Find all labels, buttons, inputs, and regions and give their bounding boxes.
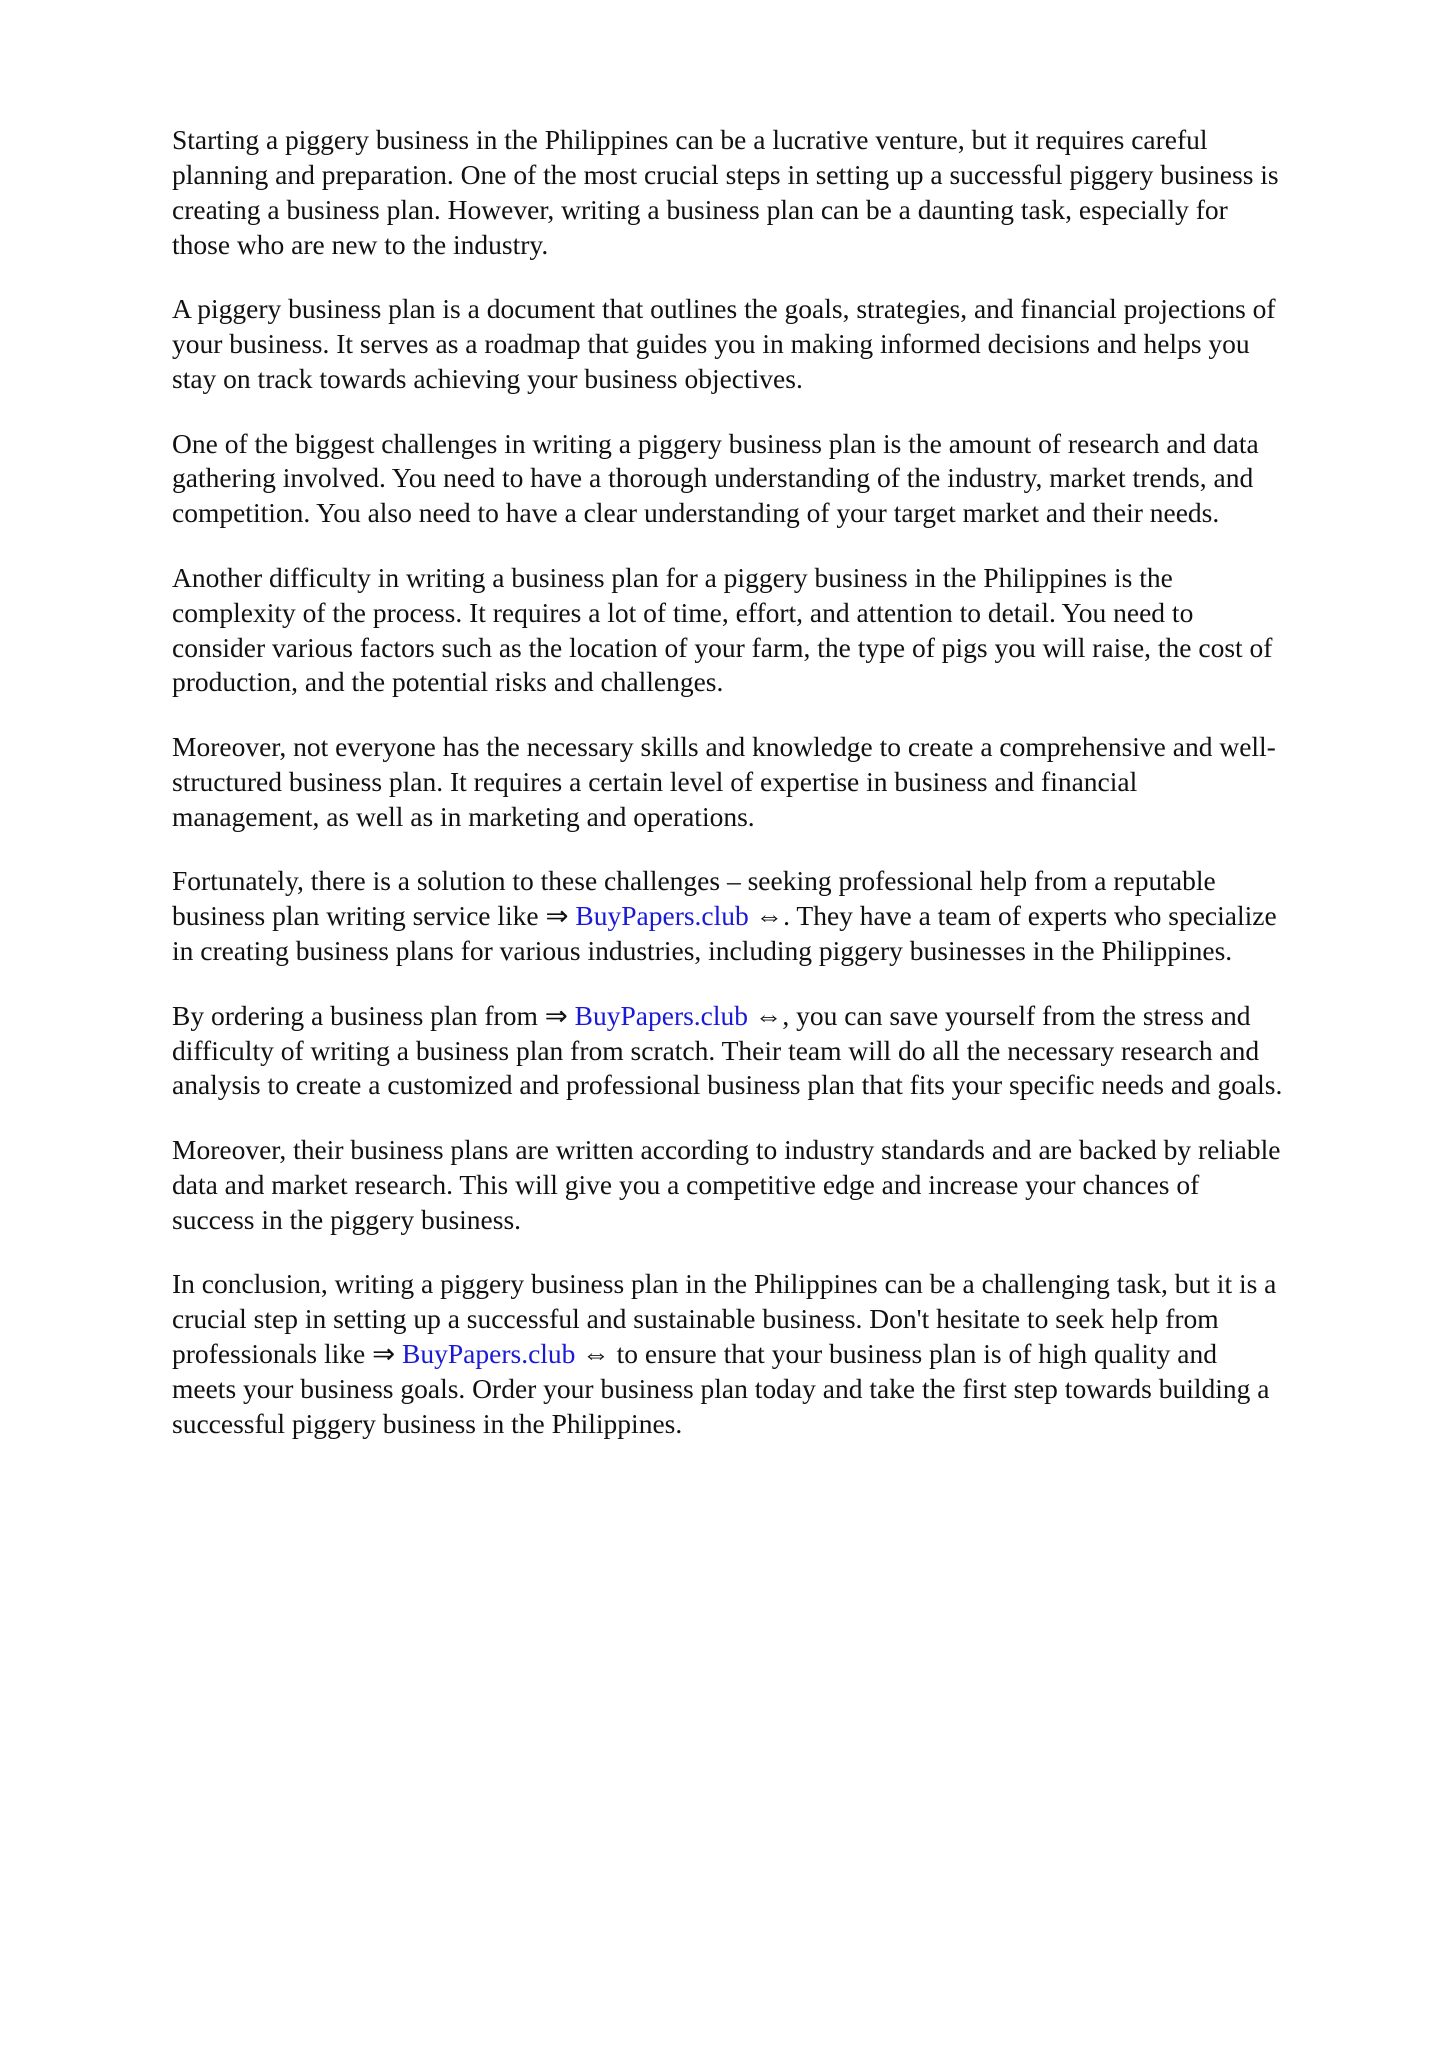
text-line: in creating business plans for various industries, including piggery businesses in the Philippines. bbox=[172, 935, 1233, 967]
text-line: complexity of the process. It requires a lot of time, effort, and attention to detail. You need to bbox=[172, 596, 1194, 628]
text-line: competition. You also need to have a clear understanding of your target market and their needs. bbox=[172, 497, 1220, 529]
text-line: Fortunately, there is a solution to these challenges – seeking professional help from a reputable bbox=[172, 865, 1216, 897]
text-line: One of the biggest challenges in writing a piggery business plan is the amount of research and data bbox=[172, 427, 1259, 459]
paragraph bbox=[172, 123, 1392, 262]
paragraph bbox=[172, 427, 1392, 532]
text-line-with-link bbox=[172, 999, 1392, 1034]
text-line: structured business plan. It requires a certain level of expertise in business and financial bbox=[172, 765, 1138, 797]
text-line: planning and preparation. One of the most crucial steps in setting up a successful piggery business is bbox=[172, 158, 1279, 190]
text-line: production, and the potential risks and challenges. bbox=[172, 666, 724, 698]
text-after-link: ⇔, you can save yourself from the stress and bbox=[748, 999, 1251, 1031]
text-after-link: ⇔ to ensure that your business plan is of high quality and bbox=[575, 1338, 1217, 1369]
buypapers-link[interactable]: BuyPapers.club bbox=[574, 999, 749, 1031]
text-line: Starting a piggery business in the Philippines can be a lucrative venture, but it requires careful bbox=[172, 124, 1208, 155]
paragraph bbox=[172, 292, 1392, 397]
text-line: Moreover, not everyone has the necessary skills and knowledge to create a comprehensive and well- bbox=[172, 731, 1276, 762]
text-line: Moreover, their business plans are written according to industry standards and are backed by reliable bbox=[172, 1133, 1281, 1165]
paragraph bbox=[172, 999, 1392, 1104]
text-before-link: business plan writing service like ⇒ bbox=[172, 900, 576, 932]
text-line: analysis to create a customized and professional business plan that fits your specific needs and goals. bbox=[172, 1069, 1283, 1101]
text-line: your business. It serves as a roadmap that guides you in making informed decisions and helps you bbox=[172, 328, 1250, 360]
buypapers-link[interactable]: BuyPapers.club bbox=[575, 900, 749, 932]
text-line: crucial step in setting up a successful and sustainable business. Don't hesitate to seek help from bbox=[172, 1303, 1219, 1335]
text-line-with-link bbox=[172, 1337, 1392, 1372]
text-line: those who are new to the industry. bbox=[172, 228, 549, 260]
text-before-link: professionals like ⇒ bbox=[172, 1338, 403, 1369]
buypapers-link[interactable]: BuyPapers.club bbox=[402, 1338, 576, 1369]
text-line: A piggery business plan is a document that outlines the goals, strategies, and financial projections of bbox=[172, 293, 1276, 325]
text-line: gathering involved. You need to have a thorough understanding of the industry, market trends, and bbox=[172, 462, 1254, 494]
text-line: consider various factors such as the location of your farm, the type of pigs you will raise, the cost of bbox=[172, 631, 1273, 663]
paragraph bbox=[172, 864, 1392, 969]
paragraph bbox=[172, 730, 1392, 835]
text-line: management, as well as in marketing and operations. bbox=[172, 800, 755, 832]
text-line: data and market research. This will give you a competitive edge and increase your chances of bbox=[172, 1168, 1200, 1200]
text-line: stay on track towards achieving your business objectives. bbox=[172, 362, 803, 394]
text-line: meets your business goals. Order your business plan today and take the first step towards building a bbox=[172, 1372, 1270, 1404]
paragraph bbox=[172, 1133, 1392, 1238]
text-line: successful piggery business in the Philippines. bbox=[172, 1407, 683, 1439]
paragraph bbox=[172, 1267, 1392, 1441]
text-after-link: ⇔. They have a team of experts who specialize bbox=[748, 900, 1277, 932]
document-body bbox=[172, 123, 1392, 1471]
text-line: difficulty of writing a business plan from scratch. Their team will do all the necessary research and bbox=[172, 1034, 1260, 1066]
text-line: creating a business plan. However, writing a business plan can be a daunting task, especially for bbox=[172, 193, 1228, 225]
text-line: success in the piggery business. bbox=[172, 1203, 522, 1235]
paragraph bbox=[172, 561, 1392, 700]
text-line: In conclusion, writing a piggery business plan in the Philippines can be a challenging task, but it is a bbox=[172, 1268, 1277, 1300]
text-before-link: By ordering a business plan from ⇒ bbox=[172, 999, 575, 1031]
text-line-with-link bbox=[172, 899, 1392, 934]
text-line: Another difficulty in writing a business plan for a piggery business in the Philippines is the bbox=[172, 561, 1173, 593]
